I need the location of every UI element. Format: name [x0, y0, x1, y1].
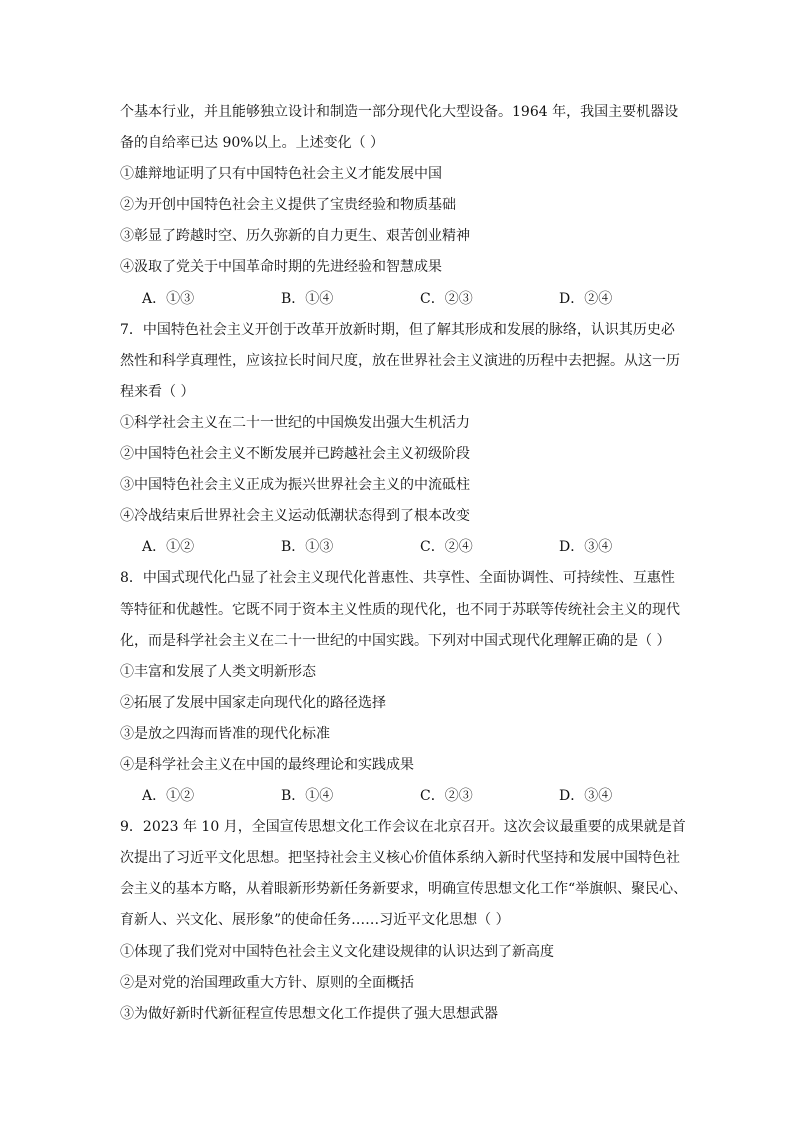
answer-options	[120, 532, 680, 563]
answer-option[interactable]: D．③④	[559, 788, 613, 805]
answer-option[interactable]: C．②③	[420, 788, 473, 805]
text-line: ④冷战结束后世界社会主义运动低潮状态得到了根本改变	[120, 508, 470, 525]
text-line: 程来看（ ）	[120, 383, 195, 400]
text-line: ③中国特色社会主义正成为振兴世界社会主义的中流砥柱	[120, 477, 470, 494]
text-line: 7．中国特色社会主义开创于改革开放新时期，但了解其形成和发展的脉络，认识其历史必	[120, 321, 675, 338]
text-line: ④汲取了党关于中国革命时期的先进经验和智慧成果	[120, 259, 442, 276]
text-line: ①科学社会主义在二十一世纪的中国焕发出强大生机活力	[120, 414, 470, 431]
text-line: 备的自给率已达 90%以上。上述变化（ ）	[120, 135, 385, 152]
text-line: ③彰显了跨越时空、历久弥新的自力更生、艰苦创业精神	[120, 228, 470, 245]
text-line: 然性和科学真理性，应该拉长时间尺度，放在世界社会主义演进的历程中去把握。从这一历	[120, 352, 680, 369]
text-line: 会主义的基本方略，从着眼新形势新任务新要求，明确宣传思想文化工作“举旗帜、聚民心、	[120, 881, 688, 898]
text-line: ②中国特色社会主义不断发展并已跨越社会主义初级阶段	[120, 446, 470, 463]
text-line: ②是对党的治国理政重大方针、原则的全面概括	[120, 974, 414, 991]
answer-option[interactable]: C．②③	[420, 290, 473, 307]
answer-option[interactable]: A．①③	[142, 290, 195, 307]
text-line: ③是放之四海而皆准的现代化标准	[120, 725, 330, 742]
text-line: 8．中国式现代化凸显了社会主义现代化普惠性、共享性、全面协调性、可持续性、互惠性	[120, 570, 675, 587]
answer-option[interactable]: D．②④	[559, 290, 613, 307]
answer-options	[120, 284, 680, 315]
answer-option[interactable]: B．①③	[281, 539, 334, 556]
text-line: ①雄辩地证明了只有中国特色社会主义才能发展中国	[120, 166, 442, 183]
answer-options	[120, 781, 680, 812]
text-line: ④是科学社会主义在中国的最终理论和实践成果	[120, 756, 414, 773]
text-line: 次提出了习近平文化思想。把坚持社会主义核心价值体系纳入新时代坚持和发展中国特色社	[120, 850, 680, 867]
answer-option[interactable]: A．①②	[142, 788, 195, 805]
text-line: 等特征和优越性。它既不同于资本主义性质的现代化，也不同于苏联等传统社会主义的现代	[120, 601, 680, 618]
text-line: ②为开创中国特色社会主义提供了宝贵经验和物质基础	[120, 197, 456, 214]
text-line: ③为做好新时代新征程宣传思想文化工作提供了强大思想武器	[120, 1005, 498, 1022]
text-line: 育新人、兴文化、展形象”的使命任务……习近平文化思想（ ）	[120, 912, 510, 929]
answer-option[interactable]: B．①④	[281, 788, 334, 805]
question-content	[120, 97, 688, 1030]
text-line: 个基本行业，并且能够独立设计和制造一部分现代化大型设备。1964 年，我国主要机器设	[120, 104, 679, 120]
answer-option[interactable]: B．①④	[281, 290, 334, 307]
text-line: 9．2023 年 10 月，全国宣传思想文化工作会议在北京召开。这次会议最重要的成果就是首	[120, 819, 686, 836]
text-line: ①丰富和发展了人类文明新形态	[120, 663, 316, 680]
answer-option[interactable]: D．③④	[559, 539, 613, 556]
text-line: 化，而是科学社会主义在二十一世纪的中国实践。下列对中国式现代化理解正确的是（ ）	[120, 632, 671, 649]
answer-option[interactable]: C．②④	[420, 539, 473, 556]
text-line: ①体现了我们党对中国特色社会主义文化建设规律的认识达到了新高度	[120, 943, 554, 960]
answer-option[interactable]: A．①②	[142, 539, 195, 556]
text-line: ②拓展了发展中国家走向现代化的路径选择	[120, 694, 386, 711]
